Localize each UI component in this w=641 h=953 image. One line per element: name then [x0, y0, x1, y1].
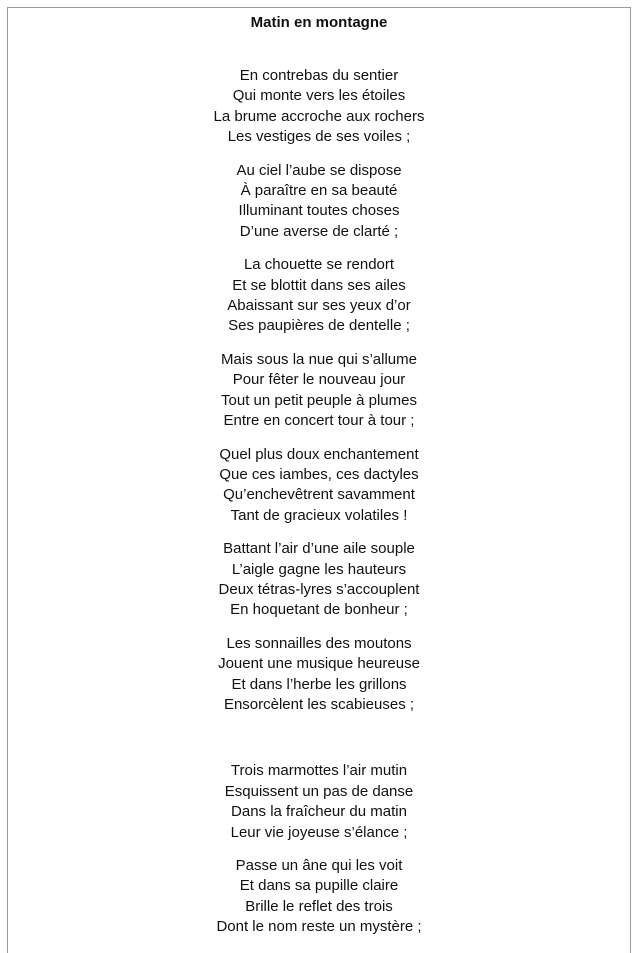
poem-line: La chouette se rendort: [243, 256, 395, 274]
stanza-1: [8, 66, 630, 148]
poem-line: Battant l’air d’une aile souple: [223, 540, 415, 558]
poem-line: Dont le nom reste un mystère ;: [216, 918, 422, 936]
poem-line: Tout un petit peuple à plumes: [221, 391, 417, 409]
poem-line: Les vestiges de ses voiles ;: [227, 128, 411, 146]
document-page: [7, 7, 631, 953]
poem-line: En hoquetant de bonheur ;: [230, 601, 408, 619]
stanza-6: [8, 539, 630, 621]
poem-line: Pour fêter le nouveau jour: [232, 371, 406, 389]
poem-line: L’aigle gagne les hauteurs: [231, 560, 407, 578]
poem-line: Qu’enchevêtrent savamment: [223, 486, 415, 504]
poem-line: Ensorcèlent les scabieuses ;: [223, 695, 415, 713]
poem-line: Illuminant toutes choses: [238, 202, 400, 220]
poem-line: Et se blottit dans ses ailes: [232, 276, 406, 294]
poem-title: Matin en montagne: [250, 14, 388, 31]
poem-line: Et dans sa pupille claire: [239, 877, 399, 895]
stanza-3: [8, 255, 630, 337]
stanza-9: [8, 856, 630, 938]
stanza-5: [8, 445, 630, 527]
poem-line: Leur vie joyeuse s’élance ;: [230, 823, 408, 841]
poem-line: Tant de gracieux volatiles !: [230, 506, 408, 524]
poem-line: Les sonnailles des moutons: [226, 634, 412, 652]
poem-line: Au ciel l’aube se dispose: [236, 161, 402, 179]
poem-line: À paraître en sa beauté: [240, 182, 398, 200]
poem-line: Abaissant sur ses yeux d’or: [227, 297, 411, 315]
poem-line: Dans la fraîcheur du matin: [231, 803, 407, 821]
poem-line: Esquissent un pas de danse: [224, 782, 414, 800]
poem-line: Trois marmottes l’air mutin: [230, 762, 408, 780]
poem-line: Deux tétras-lyres s’accouplent: [218, 580, 420, 598]
poem-line: Ses paupières de dentelle ;: [228, 317, 410, 335]
stanza-2: [8, 161, 630, 243]
poem-line: Qui monte vers les étoiles: [232, 87, 406, 105]
poem-line: D’une averse de clarté ;: [239, 222, 399, 240]
poem-line: Entre en concert tour à tour ;: [223, 412, 415, 430]
poem-line: En contrebas du sentier: [239, 67, 399, 84]
poem-line: Brille le reflet des trois: [245, 897, 393, 915]
poem-line: Mais sous la nue qui s’allume: [221, 350, 417, 368]
poem-line: Et dans l’herbe les grillons: [231, 675, 407, 693]
poem-line: Quel plus doux enchantement: [219, 445, 419, 463]
stanza-4: [8, 350, 630, 432]
poem-line: Jouent une musique heureuse: [218, 655, 420, 673]
poem-line: Que ces iambes, ces dactyles: [219, 465, 419, 483]
poem-body: [8, 66, 630, 951]
poem-line: La brume accroche aux rochers: [213, 107, 425, 125]
stanza-7: [8, 634, 630, 716]
stanza-8: [8, 761, 630, 843]
poem-line: Passe un âne qui les voit: [235, 857, 403, 874]
